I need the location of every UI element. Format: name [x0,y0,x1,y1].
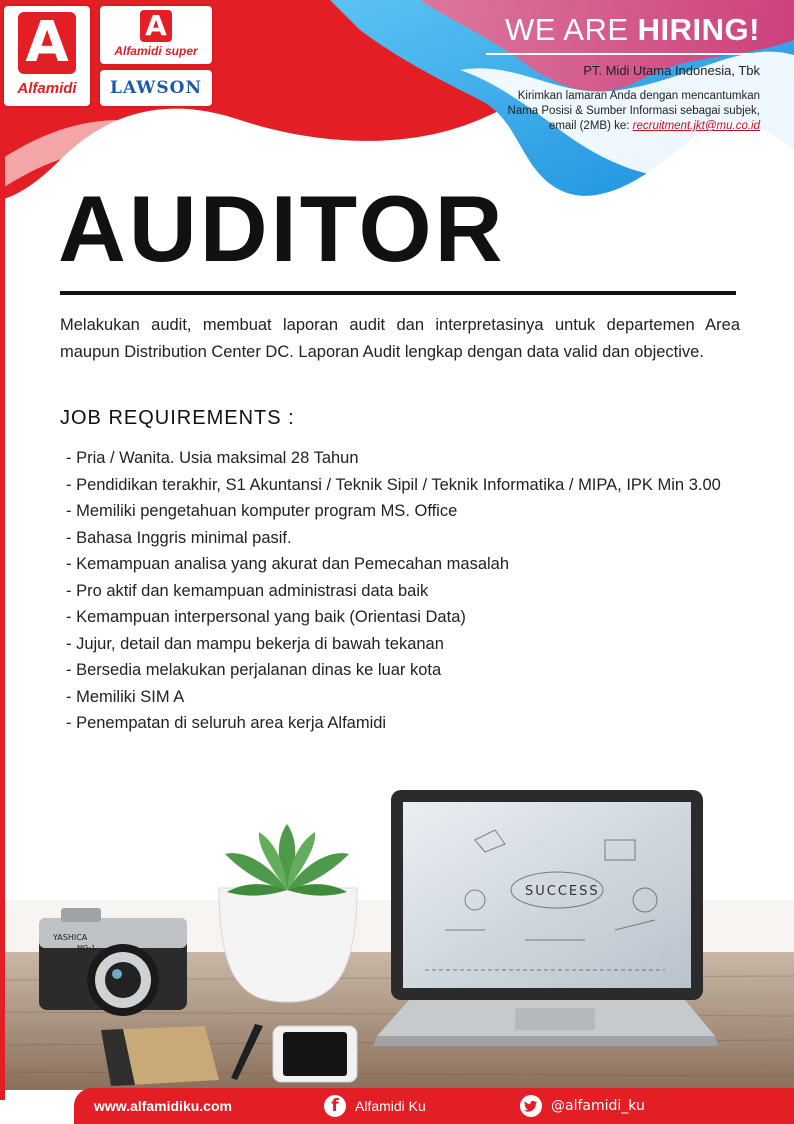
apply-instructions [460,89,760,134]
twitter-icon[interactable] [520,1095,542,1117]
hiring-title-light: WE ARE [504,12,638,47]
list-item: - Penempatan di seluruh area kerja Alfamidi [66,714,387,732]
apply-line-1: Kirimkan lamaran Anda dengan mencantumkan [517,90,760,102]
list-item: - Jujur, detail dan mampu bekerja di bawah tekanan [66,634,444,653]
requirements-list [66,445,746,737]
apply-line-3 [460,119,760,134]
lawson-logo-text: LAWSON [109,78,202,98]
title-divider [60,291,736,295]
hiring-title-bold: HIRING! [637,12,760,47]
list-item: - Bahasa Inggris minimal pasif. [66,528,292,547]
screen-word: SUCCESS [525,884,600,899]
footer-website-link[interactable]: www.alfamidiku.com [94,1098,232,1114]
list-item: - Memiliki pengetahuan komputer program MS. Office [66,502,458,520]
facebook-icon[interactable]: f [324,1095,346,1117]
alfamidi-logo-mark: A [18,12,76,74]
list-item: - Pro aktif dan kemampuan administrasi data baik [66,581,429,600]
list-item: - Pendidikan terakhir, S1 Akuntansi / Teknik Sipil / Teknik Informatika / MIPA, IPK Min 3.00 [66,475,721,494]
company-name: PT. Midi Utama Indonesia, Tbk [583,63,760,78]
job-title: AUDITOR [58,176,506,281]
apply-line-3-text: email (2MB) ke: [548,120,633,132]
list-item: - Bersedia melakukan perjalanan dinas ke luar kota [66,661,442,679]
desk-illustration [5,780,794,1090]
job-description: Melakukan audit, membuat laporan audit dan interpretasinya untuk departemen Area maupun Distribution Center DC. Laporan Audit lengkap dengan data valid dan objective. [60,316,740,361]
lawson-logo [100,70,212,106]
recruitment-email-link[interactable]: recruitment.jkt@mu.co.id [632,120,760,132]
laptop-icon [373,790,719,1046]
alfamidi-logo [4,6,90,106]
list-item: - Kemampuan analisa yang akurat dan Pemecahan masalah [66,555,510,573]
footer-twitter-link[interactable]: @alfamidi_ku [551,1098,645,1114]
list-item: - Pria / Wanita. Usia maksimal 28 Tahun [66,449,359,467]
list-item: - Kemampuan interpersonal yang baik (Orientasi Data) [66,608,466,626]
footer-bar [74,1088,794,1124]
requirements-heading: JOB REQUIREMENTS : [60,407,295,429]
alfamidi-super-logo-text: Alfamidi super [114,44,198,58]
list-item: - Memiliki SIM A [66,687,185,706]
hiring-divider [486,53,762,55]
alfamidi-super-logo-mark: A [140,10,172,42]
camera-model: MG-1 [77,944,96,952]
apply-line-2: Nama Posisi & Sumber Informasi sebagai subjek, [507,105,760,117]
camera-icon [39,908,187,1016]
notebook-icon [101,1026,219,1086]
hiring-title [505,12,760,48]
camera-brand: YASHICA [53,933,88,942]
alfamidi-super-logo [100,6,212,64]
footer-facebook-link[interactable]: Alfamidi Ku [355,1098,426,1114]
phone-icon [273,1026,357,1082]
alfamidi-logo-text: Alfamidi [17,80,77,97]
